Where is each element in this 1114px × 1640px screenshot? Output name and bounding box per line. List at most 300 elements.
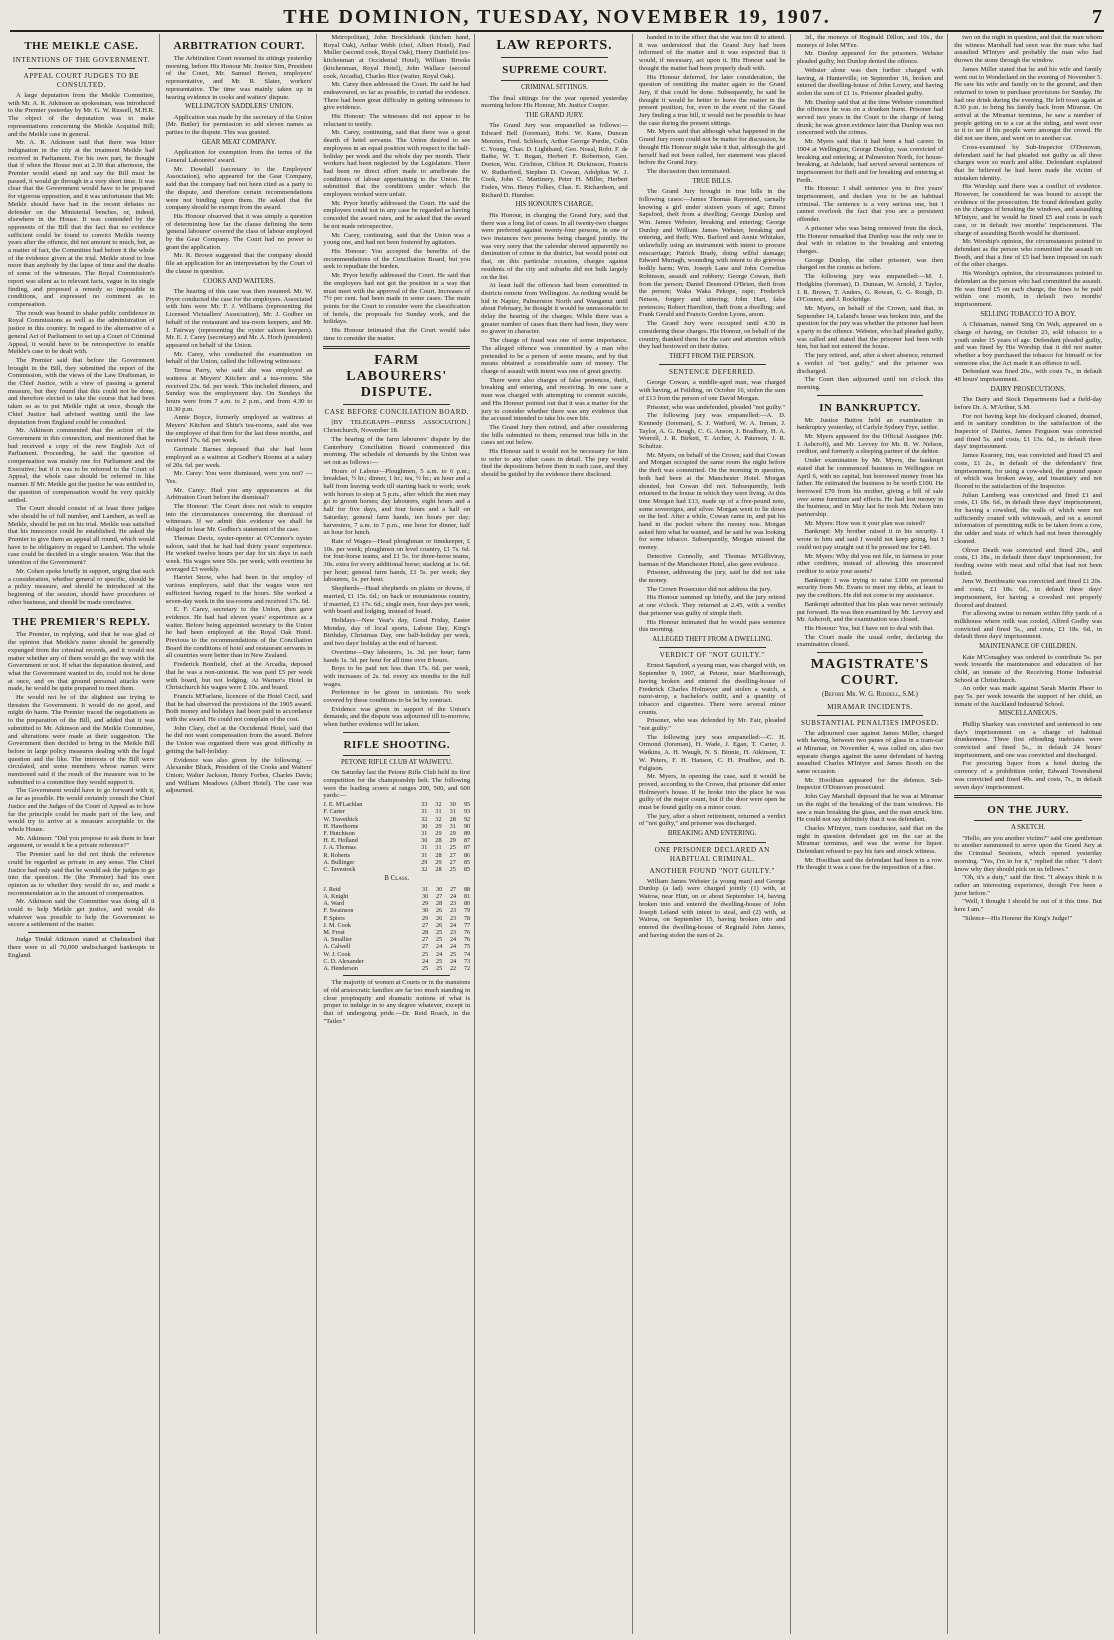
section-heading: SUPREME COURT. <box>502 64 607 76</box>
score-cell: 29 <box>449 829 456 837</box>
paragraph: Mr. Myers: How was it your plan was raised? <box>804 519 925 527</box>
divider <box>659 364 766 365</box>
column-7 <box>954 34 1106 1634</box>
score-cell: 25 <box>435 957 443 965</box>
divider <box>28 609 135 610</box>
minor-heading: CRIMINAL SITTINGS. <box>521 84 588 91</box>
score-cell: 30 <box>435 885 443 893</box>
paragraph: For allowing swine to remain within fifty yards of a milkhouse where milk was cooled, Alfred Godby was convicted and fined 5s., and costs, £1 18s. 6d., in default three days' imprisonment. <box>954 610 1102 641</box>
table-row <box>323 951 470 958</box>
paragraph: The charge of fraud was one of some importance. The alleged offence was committed by a man who pretended to be a person of some means, and by that means obtained a considerable sum of money. The charge of assault with intent was one of great gravity. <box>481 337 628 375</box>
minor-heading: MAINTENANCE OF CHILDREN. <box>979 643 1078 651</box>
score-cell: 24 <box>449 921 457 929</box>
score-cell: 31 <box>449 808 456 816</box>
paragraph: Cross-examined by Sub-Inspector O'Donovan, defendant said he had pleaded not guilty as all three charges were so much and alike. Defendant explained that he believed he had been made the victim of mistaken identity. <box>954 143 1102 182</box>
table-row <box>323 929 470 936</box>
paragraph: For procuring liquor from a hotel during the currency of a prohibition order, Edward Townshend was convicted and fined 40s. and costs, 7s., in default seven days' imprisonment. <box>954 760 1102 791</box>
paragraph: "Oh, it's a duty," said the first. "I always think it is rather an interesting experience, though I've been a juror before." <box>954 874 1102 897</box>
paragraph: The Grand Jury was empanelled as follows:—Edward Bell (foreman), Robt. W. Kane, Duncan Menzies, Fred. Schlesch, Arthur George Purdie, Colin C. Young, Chas. D. Lightband, Geo. Nosal, Robt. F. de Bathe, W. T. Regan, Herbert F. Robertson, Geo. Dorton, Wm. Crichton, Clifton H. Dickinson, Francis W. Rutherford, Stephen D. Cowan, Adolphus W. J. Cook, John C. Martinery, Peter H. Miller, Herbert Foden, Wm. Henry Folkes, Chas. E. Richardson, and Richard D. Humber. <box>481 122 628 199</box>
score-cell: 93 <box>463 808 471 816</box>
paragraph: Annie Boyce, formerly employed as waitress at Meyers' Kitchen and Shite's tea-rooms, said she was the employee of that firm for the last three months, and received 17s. 6d. per week. <box>165 414 313 445</box>
minor-heading: HIS HONOUR'S CHARGE. <box>515 201 594 209</box>
shooter-name: C. D. Alexander <box>323 957 364 965</box>
score-cell: 32 <box>435 815 442 823</box>
score-cell: 81 <box>463 892 471 900</box>
score-cell: 73 <box>463 957 471 965</box>
score-cell: 85 <box>463 865 471 873</box>
score-cell: 72 <box>463 964 471 972</box>
score-cell: 25 <box>422 964 429 972</box>
minor-heading: PETONE RIFLE CLUB AT WAIWETU. <box>340 758 453 766</box>
minor-heading: GEAR MEAT COMPANY. <box>201 138 277 146</box>
paragraph: A large deputation from the Meikle Committee, with Mr. A. R. Atkinson as spokesman, was introduced to the Premier yesterday by Mr. G. W. Russell, M.H.R. The object of the deputation was to make representations concerning the Meikle Acquittal Bill; and the Meikle case in general. <box>8 92 155 138</box>
paragraph: Mr. Myers: Why did you not file, in fairness to your other creditors, instead of allowing this unsecured creditor to seize your assets? <box>796 552 944 575</box>
minor-heading: DAIRY PROSECUTIONS. <box>990 385 1066 393</box>
score-cell: 27 <box>422 943 429 951</box>
score-cell: 24 <box>449 936 457 944</box>
paragraph: "Silence—His Honour the King's Judge!" <box>962 914 1073 922</box>
score-cell: 26 <box>435 914 443 922</box>
table-row <box>323 958 470 965</box>
column-5 <box>639 34 791 1634</box>
section-heading: ARBITRATION COURT. <box>173 40 305 52</box>
table-row <box>323 893 470 900</box>
score-cell: 27 <box>422 936 429 944</box>
score-cell: 28 <box>435 900 443 908</box>
score-cell: 27 <box>435 892 443 900</box>
column-3 <box>323 34 475 1634</box>
minor-heading: BREAKING AND ENTERING. <box>667 830 757 838</box>
score-cell: 24 <box>435 950 443 958</box>
paragraph: Metropolitan), John Brocklebank (kitchen hand, Royal Oak), Arthur Webb (chef, Albert Hotel), Paul Muller (second cook, Royal Oak), Henry Duttfield (ex-kitchenman at Occidental Hotel), William Brooks (kitchenman, Royal Hotel), John Wallace (second cook, Arcadia), Charles Rice (waiter, Royal Oak). <box>323 34 471 80</box>
score-cell: 28 <box>435 851 442 859</box>
shooter-name: M. Frost <box>323 928 345 936</box>
score-cell: 31 <box>435 844 442 852</box>
major-heading: LAW REPORTS. <box>496 38 613 53</box>
paragraph: Prisoner, addressing the jury, said he did not take the money. <box>638 569 786 584</box>
paragraph: Mr. Dunlop said that at the time Webster committed the offences he was on a drunken burst. Prisoner had served two years in the Court to the charge of being drunk; he was given evidence later that Dunlop was not concerned with the crimes. <box>796 98 944 137</box>
table-row <box>323 907 470 914</box>
score-cell: 31 <box>421 851 428 859</box>
paragraph: Mr. Hoolihan said the defendant had been in a row. He thought it was a case for the imposition of a fine. <box>796 856 944 872</box>
minor-heading: SELLING TOBACCO TO A BOY. <box>980 310 1076 318</box>
divider <box>343 732 450 733</box>
minor-heading: COOKS AND WAITERS. <box>203 277 275 285</box>
shooter-name: W. Travethick <box>323 815 359 823</box>
paragraph: Mr. Myers appeared for the Official Assignee (Mr. J. Ashcroft), and Mr. Levvey for Mr. R. W. Nelson, creditor, and formerly a sleeping partner of the debtor. <box>796 433 944 456</box>
shooter-name: F. Carter <box>323 808 345 816</box>
divider <box>954 795 1102 798</box>
divider <box>343 404 450 405</box>
paragraph: James Miller stated that he and his wife and family went out to Wonderland on the evening of November 5. He saw his wife and family on to the ground, and then returned to town to purchase provisions for Sunday. He had one drink during the evening. He left town again at 8.30 p.m. to bring his family back from Miramar. On arrival at the Miramar terminus, he saw a number of people getting on to a car at the siding, and went over to it to see if his people were amongst the crowd. He did not see them, and went on to another car. <box>954 65 1102 143</box>
paragraph: His Honour summed up briefly, and the jury retired at one o'clock. They returned at 2.45, with a verdict that prisoner was guilty of simple theft. <box>638 594 786 617</box>
section-heading: IN BANKRUPTCY. <box>819 401 921 414</box>
divider <box>343 755 450 756</box>
score-cell: 27 <box>422 921 429 929</box>
section-heading: RIFLE SHOOTING. <box>343 738 451 751</box>
score-cell: 31 <box>421 808 428 816</box>
table-row <box>323 808 470 815</box>
shooter-name: R. Roberts <box>323 851 350 859</box>
score-cell: 32 <box>435 801 442 809</box>
paragraph: Application for exemption from the terms of the General Labourers' award. <box>165 149 313 165</box>
paragraph: Prisoner, who was undefended, pleaded "not guilty." <box>646 403 786 411</box>
paragraph: Oliver Death was convicted and fined 20s., and costs, £1 18s., in default three days' imprisonment, for feeding swine with meat and offal that had not been boiled. <box>954 546 1102 577</box>
paragraph: E. F. Carey, secretary to the Union, then gave evidence. He had had eleven years' experience as a waiter. Before being appointed secretary to the Union he had been employed at the Royal Oak Hotel. Previous to the recommendations of the Conciliation Board the conditions of hotel and restaurant servants in all countries were better than in New Zealand. <box>165 606 313 660</box>
paragraph: Jens W. Breithwaite was convicted and fined £1 20s. and costs, £1 18s. 6d., in default three days' imprisonment, for having a cowshed not properly floored and drained. <box>954 578 1102 609</box>
shooter-name: J. Reid <box>323 885 341 893</box>
score-cell: 87 <box>463 844 471 852</box>
table-row <box>323 852 470 859</box>
divider <box>343 975 450 976</box>
paragraph: Bankrupt admitted that his plan was never seriously put forward. He was then examined by Mr. Levvey and Mr. Ashcroft, and the examination was closed. <box>796 600 944 624</box>
score-cell: 77 <box>463 921 471 929</box>
divider <box>817 715 924 716</box>
score-cell: 87 <box>463 837 471 845</box>
score-cell: 23 <box>449 914 457 922</box>
major-heading: MAGISTRATE'S COURT. <box>810 657 930 689</box>
column-1 <box>8 34 160 1634</box>
paragraph: The Honour: The Court does not wish to enquire into the circumstances concerning the dismissal of witnesses. If we admit this evidence we shall be obliged to hear Mr. Godber's statement of the case. <box>165 503 313 534</box>
score-cell: 29 <box>449 837 456 845</box>
paragraph: Mr. Myers said that it had been a bad career. In 1904 at Wellington, George Dunlop, was convicted of breaking and entering; at Palmerston North, for house-breaking, at Adelaide, had served several sentences of imprisonment for theft and for breaking and entering at Perth. <box>796 138 944 184</box>
paragraph: On Saturday last the Petone Rifle Club held its first competition for the championship belt. The following were the leading scores at ranges 200, 500, and 600 yards:— <box>323 769 471 800</box>
score-cell: 74 <box>463 950 471 958</box>
sub-heading: ONE PRISONER DECLARED AN HABITUAL CRIMINAL. <box>654 845 770 863</box>
divider <box>28 932 135 933</box>
paragraph: The jury retired, and, after a short absence, returned a verdict of "not guilty," and the prisoner was discharged. <box>796 352 944 375</box>
paragraph: Bankrupt: I was trying to raise £100 on personal security from Mr. Evans to meet my debts, at least to pay the creditors. He did not come to my assistance. <box>796 576 944 600</box>
paragraph: Mr. Myers said that although what happened in the Grand Jury room could not be matter for discussion, he thought His Honour might take it that, although the girl herself had not been called, her statement was placed before the Grand Jury. <box>638 128 786 167</box>
table-row <box>323 943 470 950</box>
score-cell: 86 <box>463 851 471 859</box>
masthead-title: THE DOMINION, TUESDAY, NOVEMBER 19, 1907. <box>283 5 831 28</box>
shooter-name: P. Spiers <box>323 914 345 922</box>
paragraph: The Government would have to go forward with it, as far as possible. He would certainly consult the Chief Justice and the Judges of the Court of Appeal as to how far the principle could be made part of the law, and would try to arrive at a measure acceptable to the whole House. <box>8 787 155 833</box>
paragraph: Mr. Carey, who conducted the examination on behalf of the Union, called the following witnesses: <box>165 350 313 366</box>
sub-heading: SUBSTANTIAL PENALTIES IMPOSED. <box>800 718 939 727</box>
shooter-name: W. J. Cook <box>323 950 351 958</box>
table-row <box>323 965 470 972</box>
paragraph: His Honour, in charging the Grand Jury, said that there was a long list of cases. In all twenty-two charges were preferred against twenty-four persons, in one or two instances two persons being charged jointly. He was very sorry that the calendar showed apparently no diminution of crime in the district, but would point out that, on this particular occasion, charges against residents of the city and suburbs did not bulk largely on the list. <box>481 211 628 281</box>
score-cell: 29 <box>435 829 442 837</box>
minor-heading: (Before Mr. W. G. Riddell, S.M.) <box>821 691 918 699</box>
paragraph: Judge Tindal Atkinson stated at Chelmsford that there were in all 70,000 undischarged bankrupts in England. <box>8 936 155 959</box>
paragraph: Under examination by Mr. Myers, the bankrupt stated that he commenced business in Wellington on April 6, with no capital, but borrowed money from his father. He estimated the business to be worth £100. He borrowed £70 from his mother, giving a bill of sale over some furniture and effects. He had lost money in the business, and in May last he took Mr. Nelson into partnership. <box>796 457 944 519</box>
score-cell: 32 <box>421 865 428 873</box>
paragraph: The Grand Jury then retired, and after considering the bills submitted to them, returned true bills in the cases set out below. <box>481 423 628 447</box>
paragraph: 3d., the moneys of Reginald Dillon, and 10s., the moneys of John M'Fee. <box>796 34 944 49</box>
paragraph: The result was bound to shake public confidence in Royal Commissions as well as the administration of justice in this country. In regard to the alternative of a general Act of Parliament to set up a Court of Criminal Appeal, it would have to be retrospective to enable Meikle's case to be dealt with. <box>8 309 155 356</box>
paragraph: Mr. Carey then addressed the Court. He said he had endeavoured, so far as possible, to curtail the evidence. There had been great difficulty in getting witnesses to give evidence. <box>323 81 471 112</box>
score-cell: 29 <box>422 900 429 908</box>
score-cell: 88 <box>463 885 471 893</box>
minor-heading: WELLINGTON SADDLERS' UNION. <box>184 103 294 111</box>
shooter-name: A. Calwell <box>323 943 351 951</box>
score-cell: 76 <box>463 928 471 936</box>
score-cell: 31 <box>422 885 429 893</box>
column-4 <box>481 34 633 1634</box>
score-cell: 28 <box>422 928 429 936</box>
score-cell: 25 <box>449 865 456 873</box>
paragraph: The discussion then terminated. <box>646 167 731 175</box>
paragraph: Mr. Carey: You were dismissed, were you not? —Yes. <box>165 470 313 485</box>
minor-heading: B Class. <box>384 875 410 883</box>
paragraph: The hearing of the farm labourers' dispute by the Canterbury Conciliation Board commenced this morning. The schedule of demands by the Union was set out as follows:— <box>323 435 471 466</box>
paragraph: George Dunlop, the other prisoner, was then charged on the counts as before. <box>796 256 944 272</box>
score-cell: 30 <box>449 801 456 809</box>
score-cell: 25 <box>422 950 429 958</box>
divider <box>974 820 1082 821</box>
score-cell: 30 <box>422 892 429 900</box>
paragraph: The following jury was empanelled:—M. J. Hodgkins (foreman), D. Dunean, W. Arnold, J. Taylor, J. R. Brown, T. Anders, G. Rowan, G. G. Rough, D. O'Connor, and J. Rockridge. <box>796 273 944 304</box>
paragraph: Kate M'Conaghey was ordered to contribute 5s. per week towards the maintenance and education of her child, an inmate of the Receiving Home Industrial School at Christchurch. <box>954 653 1102 684</box>
paragraph: The Grand Jury brought in true bills in the following cases:—James Thomas Raymond, carnally knowing a girl under sixteen years of age; Ernest Sapsford, theft from a dwelling; George Dunlop and Wm. James Webster, breaking and entering; George Dunlop and William James Webster, breaking and entering, and theft; Wm. Barford and Annie Whitaker, unlawfully using an instrument with intent to procure miscarriage; Patrick Brady, doing wilful damage; Edward Murtagh, wounding with intent to do grievous bodily harm; Wm. Joseph Lane and John Cornelius Robinson, assault and robbery; George Cowan, theft from the person; Daniel Desmond O'Brien, theft from the person; Waka Waka Pekope, rape; Frederick Netson, forgery and uttering; John Hart, false pretences; Robert Hamilton, theft from a dwelling; and Frank Gerald and Francis Gordon Lyons, arson. <box>638 188 786 319</box>
paragraph: Mr. Carey: Had you any appearances at the Arbitration Court before the dismissal? <box>165 486 313 502</box>
table-row <box>323 816 470 823</box>
score-cell: 31 <box>421 829 428 837</box>
minor-heading: MISCELLANEOUS. <box>998 710 1058 718</box>
paragraph: John Gay Marshall deposed that he was at Miramar on the night of the breaking of the tram windows. He saw a man breaking the glass, and the man struck him. He could not say definitely that it was defendant. <box>796 793 944 824</box>
table-row <box>323 936 470 943</box>
sub-heading: MIRAMAR INCIDENTS. <box>827 702 913 711</box>
shooter-name: A. Bullinger <box>323 858 355 866</box>
paragraph: Mr. Myers, on behalf of the Crown, said that Cowan and Morgan occupied the same room the night before the theft was committed. On the morning in question, both had been at the Manchester Hotel. Morgan shouted, but Cowan did not. Subsequently, both returned to the house in which they were living. At this time Morgan had £13, made up of a five-pound note, some sovereigns, and silver. Morgan went to lie down on the bed. After a while, Cowan came in, and put his hand in the pocket where the money was. Morgan asked him what he wanted, and he said he was looking for some tobacco. Subsequently, Morgan missed the money. <box>638 451 786 552</box>
paragraph: Mr. Atkinson: "Did you propose to ask them to hear argument, or would it be a private reference?" <box>8 834 155 850</box>
masthead <box>10 4 1104 32</box>
shooter-name: J. A. Thomas <box>323 844 356 852</box>
paragraph: The adjourned case against James Miller, charged with having, between two panes of glass in a tram-car at Miramar, on November 4, was called on, also two separate charges against the same defendant of having assaulted Charles M'Intyre and James Booth on the same occasion. <box>796 729 944 776</box>
score-cell: 24 <box>449 957 457 965</box>
score-cell: 29 <box>435 822 442 830</box>
paragraph: A prisoner who was being removed from the dock, His Honour remarked that Dunlop was the only one to deal with in relation to the breaking and entering charges. <box>796 224 944 255</box>
sub-heading: CASE BEFORE CONCILIATION BOARD. <box>324 408 470 417</box>
paragraph: Mr. Dunlop appeared for the prisoners. Webster pleaded guilty, but Dunlop denied the offence. <box>796 50 944 66</box>
score-cell: 25 <box>435 936 443 944</box>
score-cell: 79 <box>463 907 471 915</box>
paragraph: His Honour: I shall sentence you to five years' imprisonment, and declare you to be an habitual criminal. The sentence is a very serious one, but I cannot overlook the fact that you are a persistent offender. <box>796 185 944 224</box>
paragraph: "Well, I thought I should be out of it this time. But here I am." <box>954 898 1102 914</box>
paragraph: George Cowan, a middle-aged man, was charged with having, at Feilding, on October 16, stolen the sum of £13 from the person of one David Morgan. <box>638 379 786 402</box>
score-cell: 30 <box>421 822 428 830</box>
score-cell: 28 <box>435 865 442 873</box>
paragraph: Teresa Parry, who said she was employed as waitress at Meyers' Kitchen and a tea-rooms. She received 23s. 6d. per week. This included dinners, and Sunday was the employment day. On Sundays the hours were from 7 a.m. to 2 p.m., and from 4.30 to 10.30 p.m. <box>165 367 313 413</box>
paragraph: At least half the offences had been committed in districts remote from Wellington. As nothing would be hid in Napier, Palmerston North and Wanganui until about February, he thought it would be unreasonable to delay the hearing of the charges. While there was a greater number of cases than there had been, they were no graver in character. <box>481 282 628 336</box>
score-cell: 33 <box>421 801 428 809</box>
section-heading: ON THE JURY. <box>987 804 1069 817</box>
shooter-name: H. Hawthorne <box>323 822 359 830</box>
paragraph: Gertrude Barnes deposed that she had been employed as a waitress at Godber's Rooms at a salary of 20s. 6d. per week. <box>165 446 313 469</box>
paragraph: Frederick Bonfield, chef at the Arcadia, deposed that he was a non-unionist. He was paid £5 per week with board, but not lodging. At Warner's Hotel in Christchurch his wages were £ 10s. and board. <box>165 661 313 692</box>
shooter-name: F. Hutchison <box>323 829 355 837</box>
shooter-name: A. Ward <box>323 900 345 908</box>
paragraph: Mr. Dowdall (secretary to the Employers' Association), who appeared for the Gear Company, said that the company had not been cited as a party to the dispute, and therefore certain recommendations were not binding upon them. He asked that the company should be exempt from the award. <box>165 165 313 212</box>
score-cell: 25 <box>449 950 457 958</box>
minor-heading: THE GRAND JURY. <box>525 111 584 119</box>
divider <box>28 68 135 69</box>
paragraph: Mr. Myers, in opening the case, said it would be proved, according to the Crown, that prisoner did enter Holmeyer's house. If he broke into the place he was guilty of the major count, but if the door were open he must be found guilty on a minor count. <box>638 773 786 812</box>
paragraph: Thomas Davis, oyster-opener at O'Connor's oyster saloon, said that he had had thirty years' experience. He worked twelve hours per day for six days in each week. His wages were 50s. per week; with overtime he averaged £3 weekly. <box>165 534 313 573</box>
paragraph: Hours of Labour—Ploughmen, 5 a.m. to 6 p.m.; breakfast, ½ hr.; dinner, 1 hr.; tea, ½ hr.; an hour and a half from leaving work till starting back to work; work with horses to stop at 5 p.m., after which the men may go to groom horses; day labourers, eight hours and a half for five days, and four hours and a half on Saturday; general farm hands, ten hours per day; harvesters, 7 a.m. to 7 p.m., one hour for dinner, half an hour for lunch. <box>323 467 471 537</box>
shooter-name: A. Knight <box>323 892 349 900</box>
paragraph: The majority of women at Courts or in the mansions of old aristocratic families are far too much standing in close propinquity and dramatic notions of what is proper to indulge in to any degree whatever, except in that of undergoing pride.—Dr. Reid Roach, in the "Tatler." <box>323 979 471 1025</box>
score-cell: 29 <box>421 858 428 866</box>
paragraph: Bankrupt: My brother raised it in his security. I wrote to him and said I would not keep going, but I could not pay straight out if he pressed me for £40. <box>796 528 944 551</box>
paragraph: handed in to the effect that she was too ill to attend. It was understood that the Grand Jury had been informed of the matter and it was expected that it would, if necessary, act upon it. His Honour said he thought the matter had been properly dealt with. <box>638 34 786 72</box>
divider <box>323 346 470 349</box>
paragraph: Mr. R. Brown suggested that the company should file an application for an interpretation by the Court of the clause in question. <box>165 252 313 275</box>
shooter-name: H. E. Holland <box>323 837 358 845</box>
paragraph: Defendant was fined 20s., with costs 7s., in default 48 hours' imprisonment. <box>954 368 1102 384</box>
score-cell: 31 <box>421 844 428 852</box>
paragraph: Mr. Cohen spoke briefly in support, urging that such a consideration, whether general or specific, should be a policy measure, and should be introduced at the beginning of the session, should have procedures of other business, and should be made conclusive. <box>8 567 155 606</box>
paragraph: Detective Connolly, and Thomas M'Gilliviray, barman of the Manchester Hotel, also gave evidence. <box>638 552 786 568</box>
score-table <box>323 801 470 873</box>
sub-heading: APPEAL COURT JUDGES TO BE CONSULTED. <box>23 72 140 89</box>
major-heading: FARM LABOURERS' DISPUTE. <box>346 353 448 401</box>
paragraph: Mr. Atkinson said the Committee was doing all it could to help Meikle get justice, and would do whatever was possible to help the Government to secure a settlement of the matter. <box>8 898 155 929</box>
score-cell: 23 <box>449 928 457 936</box>
paragraph: Evidence was given in support of the Union's demands, and the dispute was adjourned till to-morrow, when further evidence will be taken. <box>323 705 471 729</box>
paragraph: Prisoner, who was defended by Mr. Fair, pleaded "not guilty." <box>638 717 786 733</box>
paragraph: [BY TELEGRAPH—PRESS ASSOCIATION.] Christchurch, November 18. <box>323 419 471 435</box>
paragraph: Holidays—New Year's day, Good Friday, Easter Monday, day of local sports, Labour Day, King's Birthday, Christmas Day, one half-holiday per week, and two days' holiday at the end of harvest. <box>323 617 471 648</box>
score-cell: 25 <box>435 964 443 972</box>
divider <box>659 842 766 843</box>
paragraph: His Honour: You accepted the benefits of the recommendations of the Conciliation Board, but you seek to repudiate the burden. <box>323 247 471 271</box>
score-cell: 28 <box>449 815 456 823</box>
paragraph: Webster alone was then further charged with having, at Hunterville, on September 16, broken and entered the dwelling-house of John Lowry, and having stolen the sum of £1 1s. Prisoner pleaded guilty. <box>796 66 944 97</box>
score-cell: 27 <box>449 851 456 859</box>
paragraph: The Arbitration Court resumed its sittings yesterday morning, before His Honour Mr. Justice Sim, President of the Court, Mr. Samuel Brown, employers' representative, and Mr. R. Slater, workers' representative. The time was mainly taken up in hearing evidence in cooks and waiters' dispute. <box>165 55 313 101</box>
shooter-name: C. Tavestock <box>323 865 356 873</box>
score-cell: 23 <box>449 907 457 915</box>
sub-heading: SENTENCE DEFERRED. <box>668 368 756 377</box>
table-row <box>323 886 470 893</box>
score-cell: 28 <box>435 837 442 845</box>
score-cell: 76 <box>463 936 471 944</box>
paragraph: Shepherds—Head shepherds on plains or downs, if married, £1 15s. 6d.; on back or mountainous country, if married, £1 17s. 6d.; single men, four days per week, with board and lodging, instead of board. <box>323 585 471 616</box>
section-heading: THE PREMIER'S REPLY. <box>12 616 151 629</box>
columns-container <box>8 34 1106 1634</box>
score-cell: 26 <box>435 907 443 915</box>
column-2 <box>166 34 318 1634</box>
paragraph: The following jury was empanelled:—A. D. Kennedy (foreman), S. J. Watford, W. A. Inman, J. Taylor, A. G. Bough, C. G. Anson, J. Bradbury, H. A. Worrell, J. R. Birkett, T. Archer, A. Paterson, J. R. Schultze. <box>638 412 786 451</box>
paragraph: Mr. Atkinson commented that the action of the Government in this connection, and mentioned that he had received a copy of the new English Act of Parliament. Proceeding, he said the question of compensation was mainly one for Parliament and the Executive; but if it was to be referred to the Court of Appeal, the whole case should be referred in like manner. If Mr. Meikle got the justice he was entitled to, the question of compensation would be very quickly settled. <box>8 427 155 504</box>
page-number: 7 <box>1092 5 1102 28</box>
paragraph: The Premier, in replying, said that he was glad of the opinion that Meikle's name should be generally expunged from the criminal records, and it would not matter whether any of them would go the way with the Government or not. If what the deputation desired, and what the Government wanted to do, could not be done at once, and on that ground personal attacks were made, he would be quite prepared to meet them. <box>8 631 155 693</box>
paragraph: Boys to be paid not less than 17s. 6d. per week, with increases of 2s. 6d. every six months to the full wages. <box>323 665 471 688</box>
minor-heading: TRUE BILLS. <box>692 177 733 185</box>
minor-heading: THEFT FROM THE PERSON. <box>669 352 756 360</box>
score-cell: 89 <box>463 829 471 837</box>
paragraph: Overtime—Day labourers, 1s. 3d. per hour; farm hands 1s. 3d. per hour for all time over 8 hours. <box>323 648 471 664</box>
paragraph: An order was made against Sarah Martin Pheer to pay 5s. per week towards the support of her child, an inmate of the Auckland Industrial School. <box>954 685 1102 708</box>
paragraph: The hearing of this case was then resumed. Mr. W. Pryor conducted the case for the employers. Associated with him were Mr. F. J. Williams (representing the Licensed Victuallers' Association), Mr. J. Godber on behalf of the restaurant and tea-room keepers, and Mr. J. Fairway (representing the oyster saloon keepers). Mr. E. J. Carey (secretary) and Mr. A. Hoch (president) appeared on behalf of the Union. <box>165 288 313 349</box>
score-cell: 29 <box>435 858 442 866</box>
score-cell: 23 <box>449 900 457 908</box>
shooter-name: A. Henderson <box>323 964 358 972</box>
shooter-name: J. E. M'Lachlan <box>323 801 363 809</box>
paragraph: Francis M'Farlane, licencee of the Hotel Cecil, said that he had observed the provisions of the 1905 award. Both money and holidays had been paid in accordance with the award. He could not complain of the cost. <box>165 692 313 724</box>
score-cell: 30 <box>422 907 429 915</box>
paragraph: Rate of Wages—Head ploughman or timekeeper, £ 10s. per week; ploughmen on level country, £1 7s. 6d. for four-horse teams, and £1 5s. for three-horse teams, 30s. extra for every additional horse; stacking at 1s. 6d. per hour; general farm hands, £1 5s. per week; day labourers, 1s. per hour. <box>323 537 471 584</box>
section-heading: THE MEIKLE CASE. <box>24 40 139 52</box>
paragraph: The jury, after a short retirement, returned a verdict of "not guilty," and prisoner was discharged. <box>638 812 786 828</box>
score-cell: 24 <box>449 943 457 951</box>
divider <box>501 57 608 58</box>
paragraph: The Crown Prosecutor did not address the jury. <box>646 585 772 593</box>
table-row <box>323 837 470 844</box>
paragraph: Mr. Pryor briefly addressed the Court. He said the employers could not in any case be regarded as having conceded the award rates, and he asked that the award be not made retrospective. <box>323 199 471 230</box>
paragraph: His Worship said there was a conflict of evidence. However, he considered he was bound to accept the evidence of the prosecution. He found defendant guilty on the charges of breaking the windows, and assaulting M'Intyre, and he would be fined £5 and costs in each case, or in default two months' imprisonment. The charge of assaulting Booth would be dismissed. <box>954 183 1102 237</box>
divider <box>501 80 608 81</box>
paragraph: Preference to be given to unionists. No work covered by these conditions to be let by contract. <box>323 689 471 705</box>
divider <box>817 395 924 396</box>
score-cell: 27 <box>449 885 457 893</box>
shooter-name: J. M. Cook <box>323 921 351 929</box>
score-table <box>323 886 470 972</box>
score-cell: 25 <box>449 844 456 852</box>
score-cell: 75 <box>463 943 471 951</box>
paragraph: The Court made the usual order, declaring the examination closed. <box>796 633 944 649</box>
table-row <box>323 844 470 851</box>
score-cell: 26 <box>435 921 443 929</box>
score-cell: 24 <box>422 957 429 965</box>
paragraph: His Honour intimated that he would pass sentence this morning. <box>638 618 786 634</box>
paragraph: The Grand Jury were occupied until 4.30 in considering these charges. His Honour, on behalf of the country, thanked them for the care and attention which they had bestowed on their duties. <box>638 320 786 351</box>
score-cell: 24 <box>435 943 443 951</box>
shooter-name: A. Smallier <box>323 936 352 944</box>
paragraph: Mr. Carey, continuing, said that there was a great dearth of hotel servants. The Union desired to see employees in an equal position with respect to the half-holiday per week and the whole day per month. Their workers had been neglected by the Legislature. There had been no direct effort made to ameliorate the conditions of labour appertaining to the Union. He submitted that the conditions under which the employees worked were unfair. <box>323 129 471 199</box>
score-cell: 31 <box>435 808 442 816</box>
paragraph: For not having kept his dockyard cleaned, drained, and in sanitary condition to the satisfaction of the Inspector of Dairies, James Ferguson was convicted and fined 5s. and costs, £1 13s. 6d., in default three days' imprisonment. <box>954 412 1102 451</box>
table-row <box>323 823 470 830</box>
paragraph: His Honour: Yes, but I have not to deal with that. <box>804 624 935 632</box>
paragraph: His Honour: The witnesses did not appear to be reluctant to testify. <box>323 113 471 128</box>
paragraph: Mr. Hoolihan appeared for the defence. Sub-Inspector O'Donovan prosecuted. <box>796 776 944 792</box>
paragraph: Harriet Snow, who had been in the employ of various employers, said that the wages were not sufficient having regard to the hours. She worked a seven-day week in the tea-rooms and received 17s. 6d. <box>165 574 313 605</box>
divider <box>659 647 766 648</box>
paragraph: A Chinaman, named Sing On Wah, appeared on a charge of having, on October 23, sold tobacco to a youth under 15 years of age. Defendant pleaded guilty, and was fined by His Worship that it did not matter whether a boy purchased the tobacco for himself or for someone else, the Act made it an offence to sell. <box>954 321 1102 367</box>
score-cell: 29 <box>422 914 429 922</box>
paragraph: Evidence was also given by the following: —Alexander Bluck, President of the Cooks and Waiters' Union; Walter Jackson, Henry Forbes, Charles Davis; and William Meadows (Albert Hotel). The case was adjourned. <box>165 756 313 795</box>
paragraph: The Court then adjourned until ten o'clock this morning. <box>796 376 944 391</box>
paragraph: The Premier said that before the Government brought in the Bill, they submitted the report of the Commission, with the views of the Law Draftsman, to the Chief Justice, with a view of passing a general measure, but they found that this could not be done, and therefore elected to take the course that had been taken so as to put Meikle right at once, though the Chief Justice had advised waiting until the law deputation from England could be consulted. <box>8 356 155 426</box>
column-6 <box>797 34 949 1634</box>
paragraph: Phillip Sharkey was convicted and sentenced to one day's imprisonment on a charge of habitual drunkenness. Three first offending inebriates were convicted and fined 5s., in default 24 hours' imprisonment, and one was convicted and discharged. <box>954 720 1102 759</box>
table-row <box>323 801 470 808</box>
paragraph: James Kearney, inn, was convicted and fined £5 and costs, £1 2s., in default of the defendant's' first imprisonment, for using a cow-shed, the ground space of which was broken away, and insanitary and not floored to the satisfaction of the Inspector. <box>954 452 1102 490</box>
divider <box>817 652 924 653</box>
paragraph: John Clary, chef at the Occidental Hotel, said that he did not want compensation from the award. Before the Union was organised there was great difficulty in getting the half-holiday. <box>165 724 313 755</box>
score-cell: 24 <box>449 892 457 900</box>
score-cell: 85 <box>463 858 471 866</box>
paragraph: His Honour deferred, for later consideration, the question of remitting the matter again to the Grand Jury, if that could be done. Subsequently, he said he thought it would be better to leave the matter in the present position, for, even in the event of the Grand Jury finding a true bill, it would not be possible to hear the case during the present sittings. <box>638 73 786 127</box>
score-cell: 31 <box>449 822 456 830</box>
score-cell: 78 <box>463 914 471 922</box>
paragraph: Charles M'Intyre, tram conductor, said that on the night in question defendant got on the car at the Miramar terminus, and was the worse for liquor. Defendant refused to pay his fare and struck witness. <box>796 824 944 856</box>
table-row <box>323 915 470 922</box>
paragraph: Mr. Carey, continuing, said that the Union was a young one, and had not been fostered by agitators. <box>323 231 471 247</box>
paragraph: Application was made by the secretary of the Union (Mr. Butler) for permission to add eleven names as parties to the dispute. This was granted. <box>165 113 313 137</box>
paragraph: Mr. Justice Button held an examination in bankruptcy yesterday, of Carlyle Sydney Frye, settler. <box>796 416 944 432</box>
score-cell: 92 <box>463 815 471 823</box>
paragraph: Mr. Pryor briefly addressed the Court. He said that the employers had not got the position in a way that must meet with the approval of the Court. Increases of 7½ per cent. had been made in some cases. The main points for the Court to consider were the classification of hotels, the proposals for Sunday work, and the holidays. <box>323 272 471 326</box>
paragraph: Mr. Worship's opinion, the circumstances pointed to defendant as the person who committed the assault on Booth, and that a fine of £5 had been imposed on each of the other charges. <box>954 238 1102 269</box>
paragraph: His Worship's opinion, the circumstances pointed to defendant as the person who had committed the assault. He was fined £5 on each charge, the fines to be paid within one month, in default two months' imprisonment. <box>954 270 1102 308</box>
score-cell: 95 <box>463 801 471 809</box>
